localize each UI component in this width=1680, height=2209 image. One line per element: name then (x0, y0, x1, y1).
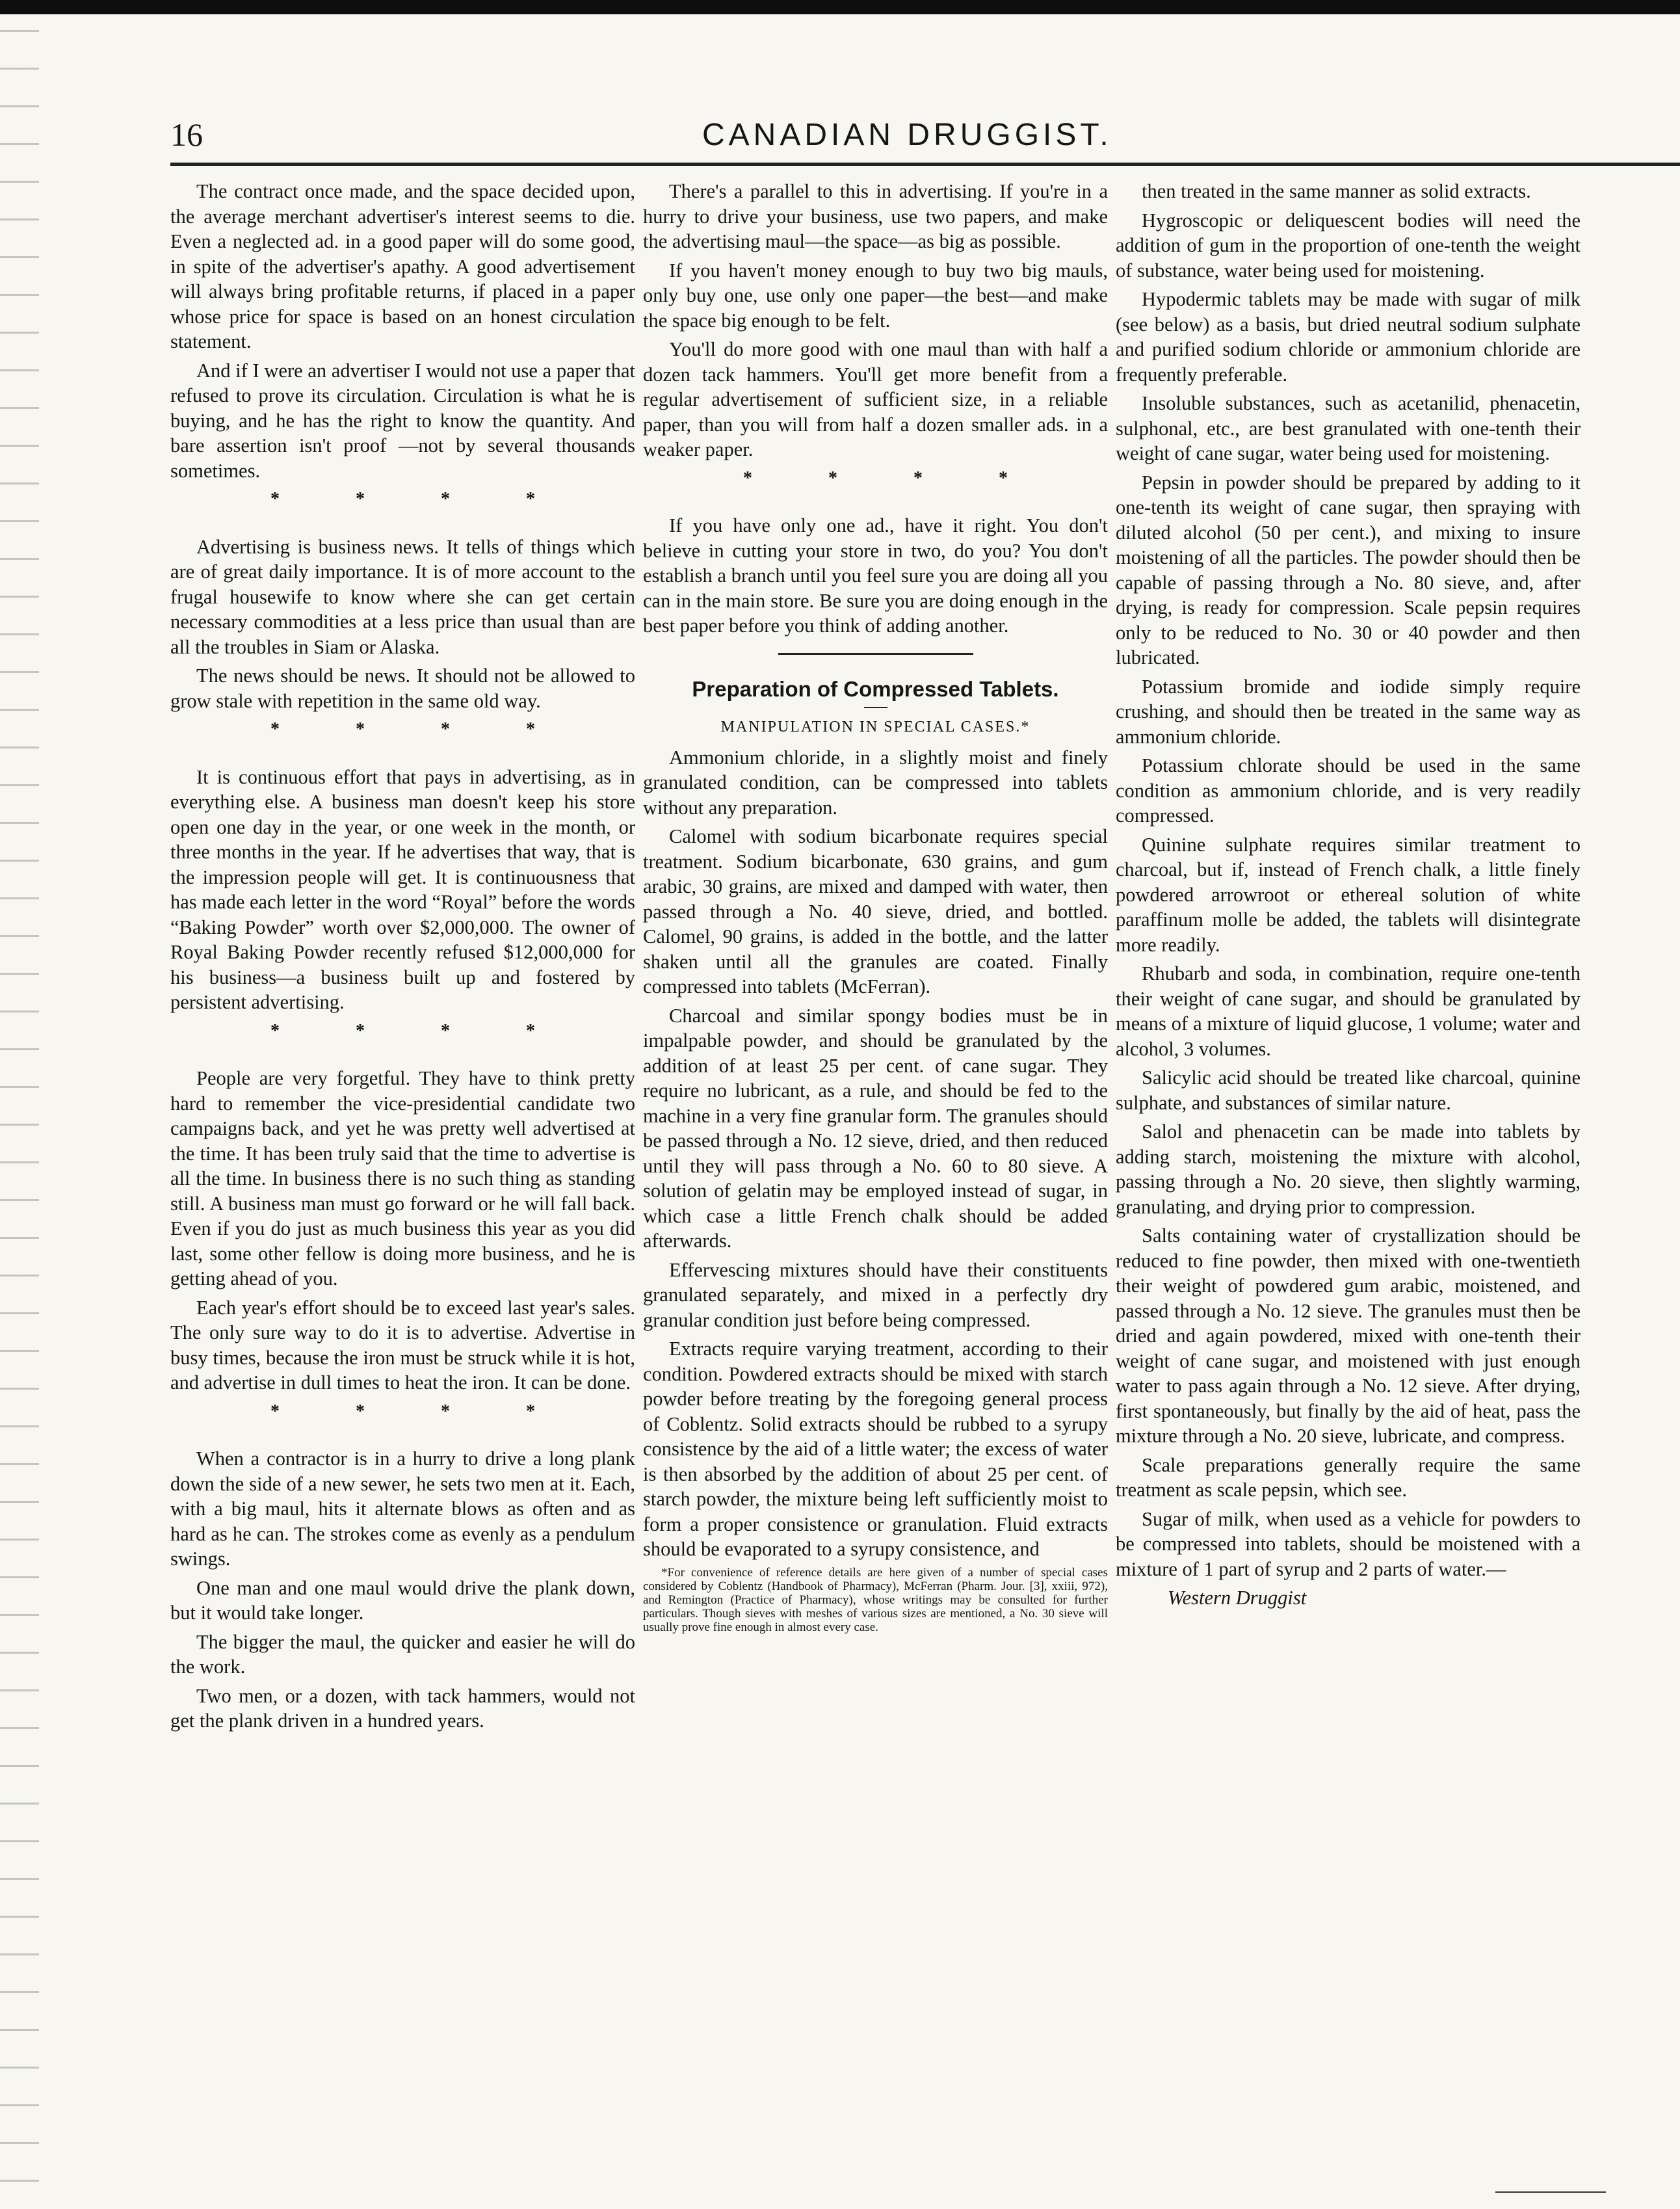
section-break-stars: * * * * (270, 489, 571, 509)
paragraph: People are very forgetful. They have to think pretty hard to remember the vice-presidential candidate two campaigns back, and yet he was pretty well advertised at the time. It has been truly said that the time to advertise is all the time. In business there is no such thing as standing still. A business man must go forward or he will fall back. Even if you do just as much business this year as you did last, some other fellow is doing more business, and he is getting ahead of you. (170, 1067, 635, 1290)
bottom-rule (1495, 2191, 1606, 2193)
article-subhead: MANIPULATION IN SPECIAL CASES.* (720, 719, 1030, 735)
paragraph: Pepsin in powder should be prepared by adding to it one-tenth its weight of cane sugar, then spraying with diluted alcohol (50 per cent.), and mixing to insure moistening of all the particles. The powder should then be capable of passing through a No. 80 sieve, and, after drying, is ready for compression. Scale pepsin requires only to be reduced to No. 30 or 40 powder and then lubricated. (1116, 471, 1581, 668)
paragraph: then treated in the same manner as solid extracts. (1142, 180, 1531, 202)
paragraph: Two men, or a dozen, with tack hammers, would not get the plank driven in a hundred years. (170, 1684, 635, 1732)
paragraph: Insoluble substances, such as acetanilid, phenacetin, sulphonal, etc., are best granulated with one-tenth their weight of cane sugar, water being used for moistening. (1116, 392, 1581, 464)
header-rule (170, 163, 1680, 166)
paragraph: Effervescing mixtures should have their constituents granulated separately, and mixed in a perfectly dry granular condition just before being compressed. (643, 1258, 1108, 1331)
paragraph: When a contractor is in a hurry to drive a long plank down the side of a new sewer, he sets two men at it. Each, with a big maul, hits it alternate blows as often and as hard as he can. The strokes come as evenly as a pendulum swings. (170, 1448, 635, 1570)
top-border-rule (0, 0, 1680, 14)
section-break-stars: * * * * (270, 719, 571, 739)
section-break-stars: * * * * (743, 468, 1043, 488)
paragraph: Salts containing water of crystallization should be reduced to fine powder, then mixed with one-twentieth their weight of powdered gum arabic, moistened, and passed through a No. 12 sieve. The granules must then be dried and again powdered, mixed with one-tenth their weight of cane sugar, and moistened with just enough water to pass again through a No. 12 sieve. After drying, first spontaneously, but finally by the aid of heat, pass the mixture through a No. 20 sieve, lubricate, and compress. (1116, 1224, 1581, 1447)
column-2 (643, 179, 1108, 2143)
paragraph: If you haven't money enough to buy two big mauls, only buy one, use only one paper—the best—and make the space big enough to be felt. (643, 259, 1108, 332)
paragraph: Extracts require varying treatment, according to their condition. Powdered extracts should be mixed with starch powder before treating by the foregoing general process of Coblentz. Solid extracts should be rubbed to a syrupy consistence by the aid of a little water; the excess of water is then absorbed by the addition of about 25 per cent. of starch powder, the mixture being left sufficiently moist to form a proper consistence or granulation. Fluid extracts should be evaporated to a syrupy consistence, and (643, 1338, 1108, 1560)
paragraph: Calomel with sodium bicarbonate requires special treatment. Sodium bicarbonate, 630 grains, and gum arabic, 30 grains, are mixed and damped with water, then passed through a No. 40 sieve, dried, and bottled. Calomel, 90 grains, is added in the bottle, and the latter shaken until all the granules are coated. Finally compressed into tablets (McFerran). (643, 825, 1108, 998)
paragraph: The contract once made, and the space decided upon, the average merchant advertiser's interest seems to die. Even a neglected ad. in a good paper will do some good, in spite of the advertiser's apathy. A good advertisement will always bring profitable returns, if placed in a paper whose price for space is based on an honest circulation statement. (170, 180, 635, 352)
paragraph: Charcoal and similar spongy bodies must be in impalpable powder, and should be granulated by the addition of at least 25 per cent. of cane sugar. They require no lubricant, as a rule, and should be fed to the machine in a very fine granular form. The granules should be passed through a No. 12 sieve, dried, and then reduced until they will pass through a No. 60 to 80 sieve. A solution of gelatin may be employed instead of sugar, in which case a little French chalk should be added afterwards. (643, 1004, 1108, 1252)
article-source: Western Druggist (1168, 1587, 1307, 1609)
column-1 (170, 179, 635, 2143)
paragraph: Potassium bromide and iodide simply require crushing, and should then be treated in the same way as ammonium chloride. (1116, 675, 1581, 748)
paragraph: Advertising is business news. It tells of things which are of great daily importance. It is of more account to the frugal housewife to know where she can get certain necessary commodities at a less price than usual than are all the troubles in Siam or Alaska. (170, 535, 635, 658)
paragraph: Ammonium chloride, in a slightly moist and finely granulated condition, can be compressed into tablets without any preparation. (643, 746, 1108, 819)
paragraph: Rhubarb and soda, in combination, require one-tenth their weight of cane sugar, and should be granulated by means of a mixture of liquid glucose, 1 volume; water and alcohol, 3 volumes. (1116, 962, 1581, 1060)
paragraph: Scale preparations generally require the same treatment as scale pepsin, which see. (1116, 1453, 1581, 1501)
paragraph: The bigger the maul, the quicker and easier he will do the work. (170, 1630, 635, 1678)
paragraph: Salicylic acid should be treated like charcoal, quinine sulphate, and substances of similar nature. (1116, 1066, 1581, 1114)
paragraph: Each year's effort should be to exceed last year's sales. The only sure way to do it is to advertise. Advertise in busy times, because the iron must be struck while it is hot, and advertise in dull times to heat the iron. It can be done. (170, 1296, 635, 1394)
section-break-stars: * * * * (270, 1401, 571, 1422)
section-divider (778, 653, 973, 655)
page-number: 16 (170, 116, 203, 153)
running-head: CANADIAN DRUGGIST. (702, 118, 1112, 152)
paragraph: Hypodermic tablets may be made with sugar of milk (see below) as a basis, but dried neutral sodium sulphate and purified sodium chloride or ammonium chloride are frequently preferable. (1116, 288, 1581, 386)
binding-edge (0, 14, 39, 2209)
paragraph: It is continuous effort that pays in advertising, as in everything else. A business man doesn't keep his store open one day in the year, or one week in the month, or three months in the year. If he advertises that way, that is the impression people will get. It is continuousness that has made each letter in the word “Royal” before the words “Baking Powder” worth over $2,000,000. The owner of Royal Baking Powder recently refused $12,000,000 for his business—a business built up and fostered by persistent advertising. (170, 765, 635, 1013)
paragraph: You'll do more good with one maul than with half a dozen tack hammers. You'll get more benefit from a regular advertisement of sufficient size, in a reliable paper, than you will from half a dozen smaller ads. in a weaker paper. (643, 338, 1108, 460)
paragraph: Hygroscopic or deliquescent bodies will need the addition of gum in the proportion of one-tenth the weight of substance, water being used for moistening. (1116, 209, 1581, 282)
column-3 (1116, 179, 1581, 2143)
paragraph: And if I were an advertiser I would not use a paper that refused to prove its circulation. Circulation is what he is buying, and he has the right to know the quantity. And bare assertion isn't proof —not by several thousands sometimes. (170, 359, 635, 482)
footnote: *For convenience of reference details are here given of a number of special cases considered by Coblentz (Handbook of Pharmacy), McFerran (Pharm. Jour. [3], xxiii, 972), and Remington (Practice of Pharmacy), whose writings may be consulted for further particulars. Though sieves with meshes of various sizes are mentioned, a No. 30 sieve will usually prove fine enough in almost every case. (643, 1565, 1108, 1634)
paragraph: There's a parallel to this in advertising. If you're in a hurry to drive your business, use two papers, and make the advertising maul—the space—as big as possible. (643, 180, 1108, 252)
paragraph: Potassium chlorate should be used in the same condition as ammonium chloride, and is very readily compressed. (1116, 754, 1581, 827)
title-dash (864, 707, 887, 708)
paragraph: Quinine sulphate requires similar treatment to charcoal, but if, instead of French chalk, a little finely powdered arrowroot or ethereal solution of white paraffinum molle be added, the tablets will disintegrate more readily. (1116, 833, 1581, 956)
paragraph: One man and one maul would drive the plank down, but it would take longer. (170, 1576, 635, 1624)
paragraph: Salol and phenacetin can be made into tablets by adding starch, moistening the mixture with alcohol, passing through a No. 20 sieve, then slightly warming, granulating, and drying prior to compression. (1116, 1120, 1581, 1218)
article-title: Preparation of Compressed Tablets. (692, 676, 1059, 701)
paragraph: If you have only one ad., have it right. You don't believe in cutting your store in two, do you? You don't establish a branch until you feel sure you are doing all you can in the main store. Be sure you are doing enough in the best paper before you think of adding another. (643, 514, 1108, 637)
paragraph: Sugar of milk, when used as a vehicle for powders to be compressed into tablets, should be moistened with a mixture of 1 part of syrup and 2 parts of water.— (1116, 1507, 1581, 1580)
section-break-stars: * * * * (270, 1020, 571, 1041)
paragraph: The news should be news. It should not be allowed to grow stale with repetition in the same old way. (170, 665, 635, 712)
